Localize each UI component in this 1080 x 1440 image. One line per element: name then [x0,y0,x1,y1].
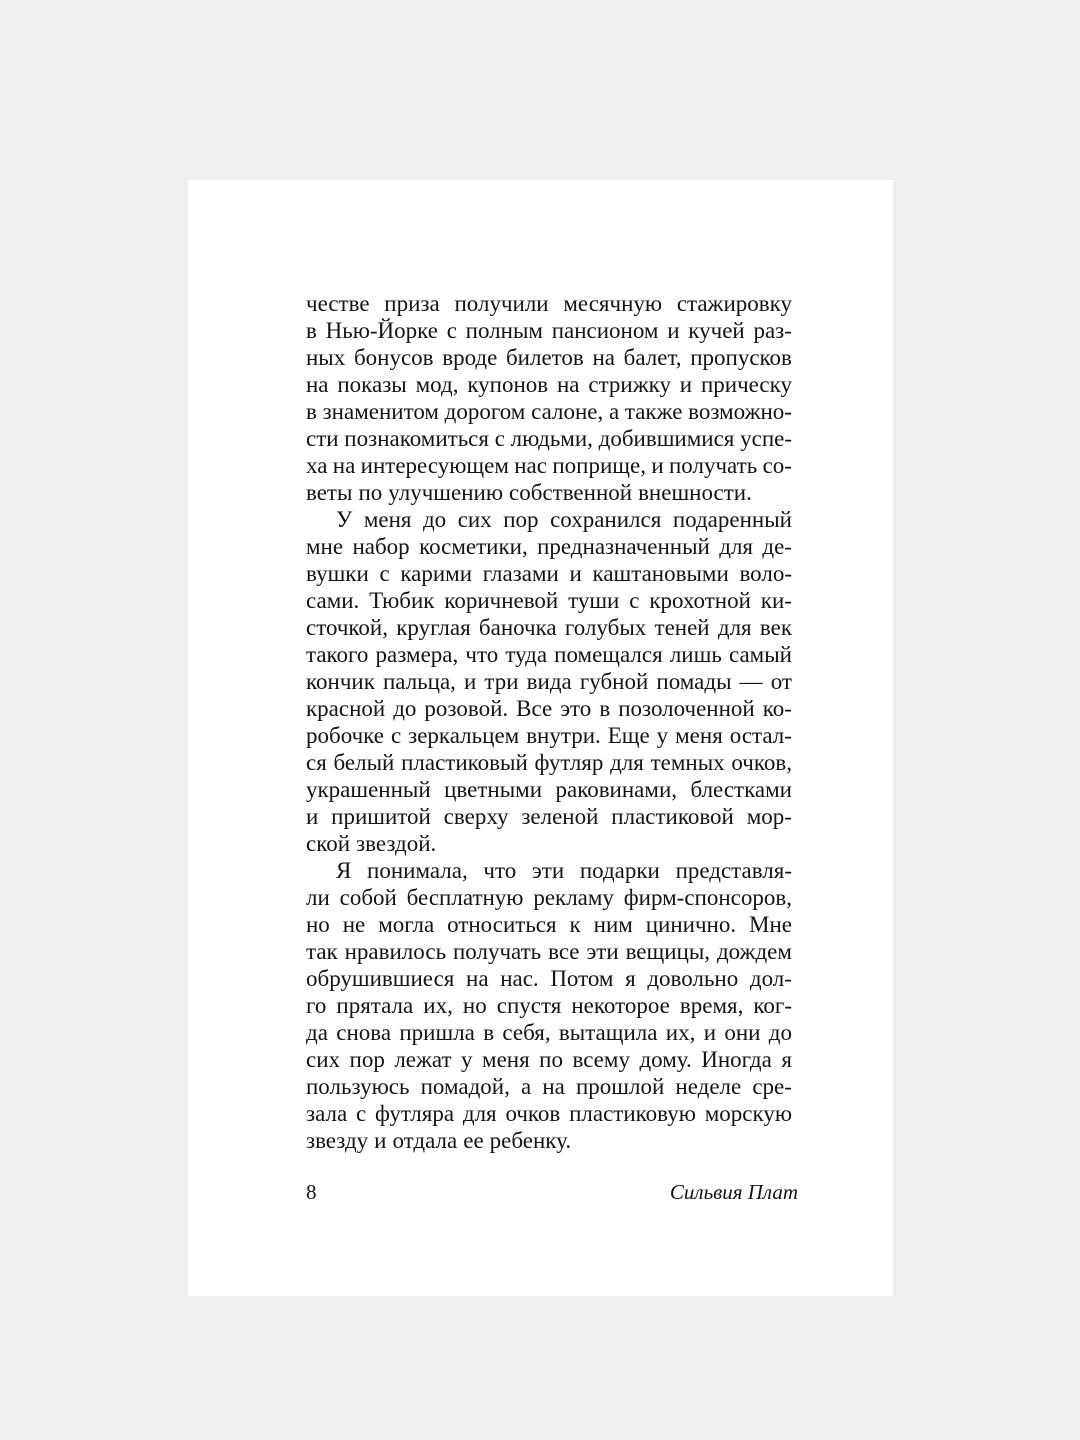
text-line: сих пор лежат у меня по всему дому. Иногда я [306,1047,792,1072]
text-line: кончик пальца, и три вида губной помады — от [306,669,792,694]
text-line: робочке с зеркальцем внутри. Еще у меня остал- [306,723,792,748]
text-line: и пришитой сверху зеленой пластиковой мор- [306,804,792,829]
text-line: в Нью-Йорке с полным пансионом и кучей раз- [306,318,792,343]
text-line: ли собой бесплатную рекламу фирм-спонсоров, [306,885,792,910]
text-line: У меня до сих пор сохранился подаренный [336,507,792,532]
text-line: звезду и отдала ее ребенку. [306,1128,572,1153]
text-line: ся белый пластиковый футляр для темных очков, [306,750,792,775]
text-line: ской звездой. [306,831,437,856]
text-line: украшенный цветными раковинами, блестками [306,777,792,802]
paragraph [306,506,792,857]
text-line: Я понимала, что эти подарки представля- [336,858,792,883]
text-line: го прятала их, но спустя некоторое время, ког- [306,993,792,1018]
running-head-author: Сильвия Плат [669,1180,798,1204]
text-line: честве приза получили месячную стажировку [306,291,792,316]
text-line: веты по улучшению собственной внешности. [306,480,752,505]
text-line: сами. Тюбик коричневой туши с крохотной ки- [306,588,792,613]
text-line: зала с футляра для очков пластиковую морскую [306,1101,792,1126]
text-line: так нравилось получать все эти вещицы, дождем [306,939,792,964]
page-number: 8 [306,1180,317,1204]
text-line: мне набор косметики, предназначенный для де- [306,534,792,559]
text-line: на показы мод, купонов на стрижку и прическу [306,372,792,397]
text-line: обрушившиеся на нас. Потом я довольно дол- [306,966,792,991]
text-line: сти познакомиться с людьми, добившимися успе- [306,426,792,451]
text-line: да снова пришла в себя, вытащила их, и они до [306,1020,792,1045]
text-line: такого размера, что туда помещался лишь самый [306,642,792,667]
text-line: сточкой, круглая баночка голубых теней для век [306,615,792,640]
text-line: вушки с карими глазами и каштановыми воло- [306,561,792,586]
text-line: красной до розовой. Все это в позолоченной ко- [306,696,792,721]
text-line: но не могла относиться к ним цинично. Мне [306,912,792,937]
text-line: в знаменитом дорогом салоне, а также возможно- [306,399,792,424]
text-line: ных бонусов вроде билетов на балет, пропусков [306,345,792,370]
book-page [188,180,893,1296]
body-text [306,290,792,1154]
paragraph [306,857,792,1154]
paragraph [306,290,792,506]
text-line: пользуюсь помадой, а на прошлой неделе сре- [306,1074,792,1099]
text-line: ха на интересующем нас поприще, и получать со- [306,453,792,478]
